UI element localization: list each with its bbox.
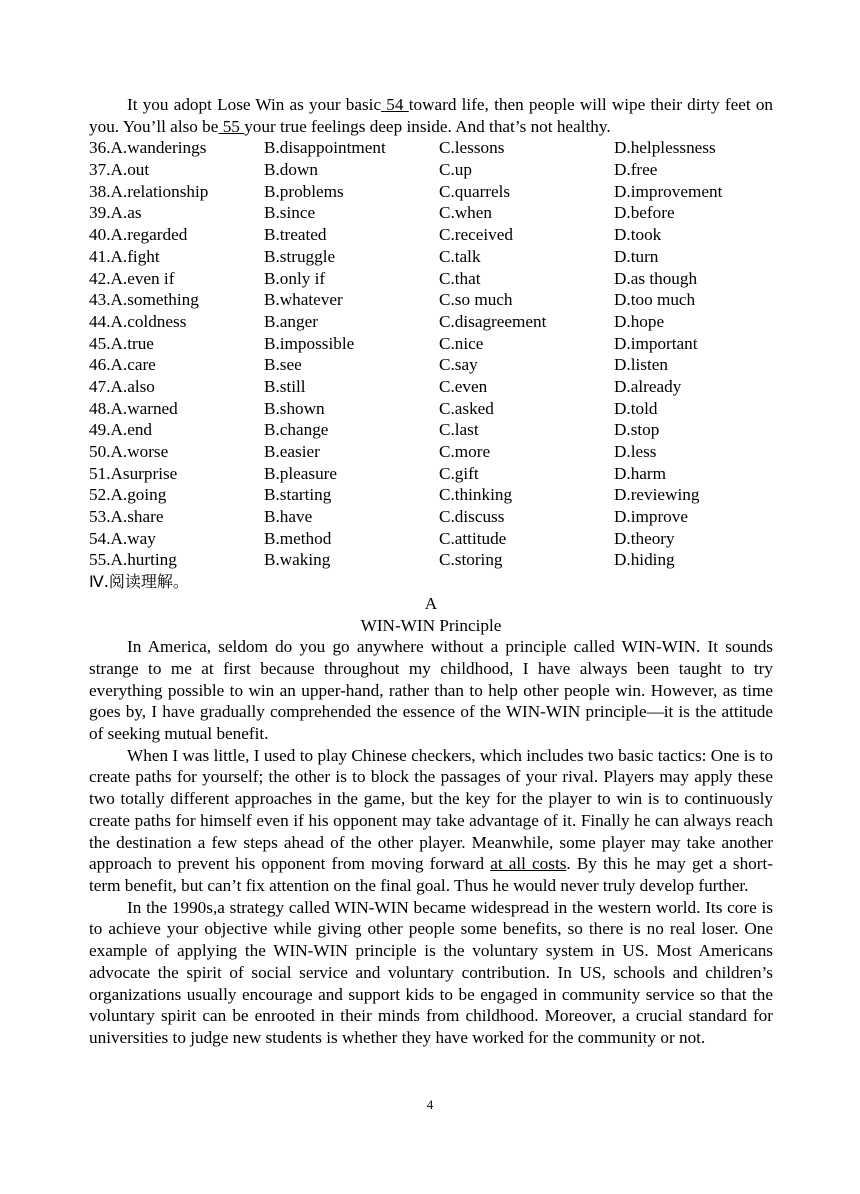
passage-paragraph-3: In the 1990s,a strategy called WIN-WIN became widespread in the western world. Its core is to achieve your objective while giving other people some benefits, so there is no real loser. One example of applying the WIN-WIN principle is the voluntary system in US. Most Americans advocate the spirit of social service and voluntary contribution. In US, schools and children’s organizations usually encourage and support kids to be engaged in community service so that the voluntary spirit can be enrooted in their minds from childhood. Moreover, a crucial standard for universities to judge new students is whether they have worked for the community or not. <box>89 897 773 1047</box>
option-d: D.hiding <box>614 550 675 570</box>
option-d: D.theory <box>614 528 675 548</box>
option-a: 39.A.as <box>89 203 142 223</box>
option-b: B.down <box>264 160 318 180</box>
option-c: C.storing <box>439 550 503 570</box>
option-c: C.quarrels <box>439 181 511 201</box>
blank-54: 54 <box>381 95 409 114</box>
option-a: 48.A.warned <box>89 398 178 418</box>
passage-title: WIN-WIN Principle <box>360 615 502 635</box>
option-a: 47.A.also <box>89 376 155 396</box>
option-c: C.say <box>439 355 478 375</box>
option-d: D.too much <box>614 290 696 310</box>
option-row <box>89 484 773 506</box>
option-row <box>89 289 773 311</box>
option-b: B.starting <box>264 485 332 505</box>
option-c: C.thinking <box>439 485 513 505</box>
intro-text-1: It you adopt Lose Win as your basic <box>127 95 382 114</box>
option-c: C.last <box>439 420 479 440</box>
option-b: B.since <box>264 203 316 223</box>
option-d: D.improve <box>614 507 688 527</box>
option-row <box>89 202 773 224</box>
option-b: B.still <box>264 376 306 396</box>
option-c: C.asked <box>439 398 494 418</box>
option-d: D.harm <box>614 463 667 483</box>
document-page <box>89 94 773 1049</box>
options-table <box>89 137 773 571</box>
option-c: C.gift <box>439 463 479 483</box>
option-b: B.shown <box>264 398 325 418</box>
option-c: C.lessons <box>439 138 505 158</box>
option-d: D.improvement <box>614 181 723 201</box>
option-b: B.struggle <box>264 246 336 266</box>
option-c: C.discuss <box>439 507 505 527</box>
option-b: B.have <box>264 507 313 527</box>
option-row <box>89 376 773 398</box>
option-a: 52.A.going <box>89 485 167 505</box>
option-a: 42.A.even if <box>89 268 175 288</box>
option-b: B.easier <box>264 442 320 462</box>
page-number: 4 <box>426 1097 434 1112</box>
option-b: B.waking <box>264 550 331 570</box>
option-a: 53.A.share <box>89 507 164 527</box>
option-d: D.important <box>614 333 698 353</box>
option-c: C.talk <box>439 246 481 266</box>
option-d: D.already <box>614 376 682 396</box>
option-b: B.whatever <box>264 290 343 310</box>
p2-text-2: . By this he may get a short-term benefit, but can’t fix attention on the final goal. Thus he would never truly develop further. <box>89 854 773 895</box>
intro-text-2: toward life, then people will wipe their dirty feet on you. You’ll also be <box>89 95 774 136</box>
option-c: C.received <box>439 225 513 245</box>
option-row <box>89 246 773 268</box>
option-b: B.disappointment <box>264 138 386 158</box>
option-a: 40.A.regarded <box>89 225 188 245</box>
passage-paragraph-1: In America, seldom do you go anywhere without a principle called WIN-WIN. It sounds strange to me at first because throughout my childhood, I have always been taught to try everything possible to win an upper-hand, rather than to help other people win. However, as time goes by, I have gradually comprehended the essence of the WIN-WIN principle—it is the attitude of seeking mutual benefit. <box>89 637 773 744</box>
blank-55: 55 <box>218 116 245 136</box>
option-c: C.so much <box>439 290 513 310</box>
option-d: D.helplessness <box>614 138 716 158</box>
option-c: C.nice <box>439 333 484 353</box>
option-row <box>89 506 773 528</box>
option-row <box>89 419 773 441</box>
option-a: 51.Asurprise <box>89 463 178 483</box>
option-row <box>89 528 773 550</box>
option-c: C.when <box>439 203 492 223</box>
option-row <box>89 224 773 246</box>
option-b: B.change <box>264 420 329 440</box>
option-c: C.even <box>439 376 488 396</box>
option-row <box>89 159 773 181</box>
option-d: D.turn <box>614 246 659 266</box>
option-a: 43.A.something <box>89 290 199 310</box>
option-c: C.attitude <box>439 528 507 548</box>
option-d: D.reviewing <box>614 485 700 505</box>
option-b: B.anger <box>264 311 318 331</box>
option-c: C.disagreement <box>439 311 547 331</box>
option-a: 41.A.fight <box>89 246 160 266</box>
option-a: 44.A.coldness <box>89 311 187 331</box>
option-row <box>89 268 773 290</box>
option-d: D.took <box>614 225 662 245</box>
option-row <box>89 311 773 333</box>
option-a: 50.A.worse <box>89 442 169 462</box>
option-d: D.told <box>614 398 658 418</box>
option-b: B.see <box>264 355 302 375</box>
option-d: D.hope <box>614 311 665 331</box>
option-d: D.stop <box>614 420 660 440</box>
option-row <box>89 398 773 420</box>
option-d: D.as though <box>614 268 698 288</box>
option-a: 54.A.way <box>89 528 156 548</box>
option-row <box>89 333 773 355</box>
option-row <box>89 354 773 376</box>
option-d: D.free <box>614 160 658 180</box>
option-b: B.method <box>264 528 332 548</box>
option-row <box>89 463 773 485</box>
option-row <box>89 441 773 463</box>
option-c: C.that <box>439 268 481 288</box>
option-a: 36.A.wanderings <box>89 138 207 158</box>
option-a: 45.A.true <box>89 333 154 353</box>
intro-text-3: your true feelings deep inside. And that’s not healthy. <box>244 116 611 136</box>
option-row <box>89 181 773 203</box>
option-b: B.treated <box>264 225 327 245</box>
option-c: C.more <box>439 442 491 462</box>
underlined-phrase: at all costs <box>490 854 567 874</box>
option-a: 38.A.relationship <box>89 181 209 201</box>
option-b: B.pleasure <box>264 463 338 483</box>
option-d: D.less <box>614 442 657 462</box>
option-a: 37.A.out <box>89 160 150 180</box>
intro-paragraph <box>89 94 773 137</box>
option-d: D.listen <box>614 355 668 375</box>
passage-letter: A <box>424 593 438 613</box>
passage-paragraph-2 <box>89 745 773 897</box>
option-b: B.impossible <box>264 333 355 353</box>
p2-text-1: When I was little, I used to play Chinese checkers, which includes two basic tactics: One is to create paths for yourself; the other is to block the passages of your rival. Players may apply these two totally different approaches in the game, but the key for the player to win is to continuously create paths for himself even if his opponent may take advantage of it. Finally he can always reach the destination a few steps ahead of the other player. Meanwhile, some player may take another approach to prevent his opponent from moving forward <box>89 745 773 874</box>
option-d: D.before <box>614 203 675 223</box>
option-b: B.problems <box>264 181 344 201</box>
option-row <box>89 549 773 571</box>
option-c: C.up <box>439 160 472 180</box>
option-a: 55.A.hurting <box>89 550 177 570</box>
option-row <box>89 137 773 159</box>
section-heading: Ⅳ.阅读理解。 <box>89 572 189 592</box>
option-a: 46.A.care <box>89 355 156 375</box>
option-a: 49.A.end <box>89 420 153 440</box>
option-b: B.only if <box>264 268 326 288</box>
